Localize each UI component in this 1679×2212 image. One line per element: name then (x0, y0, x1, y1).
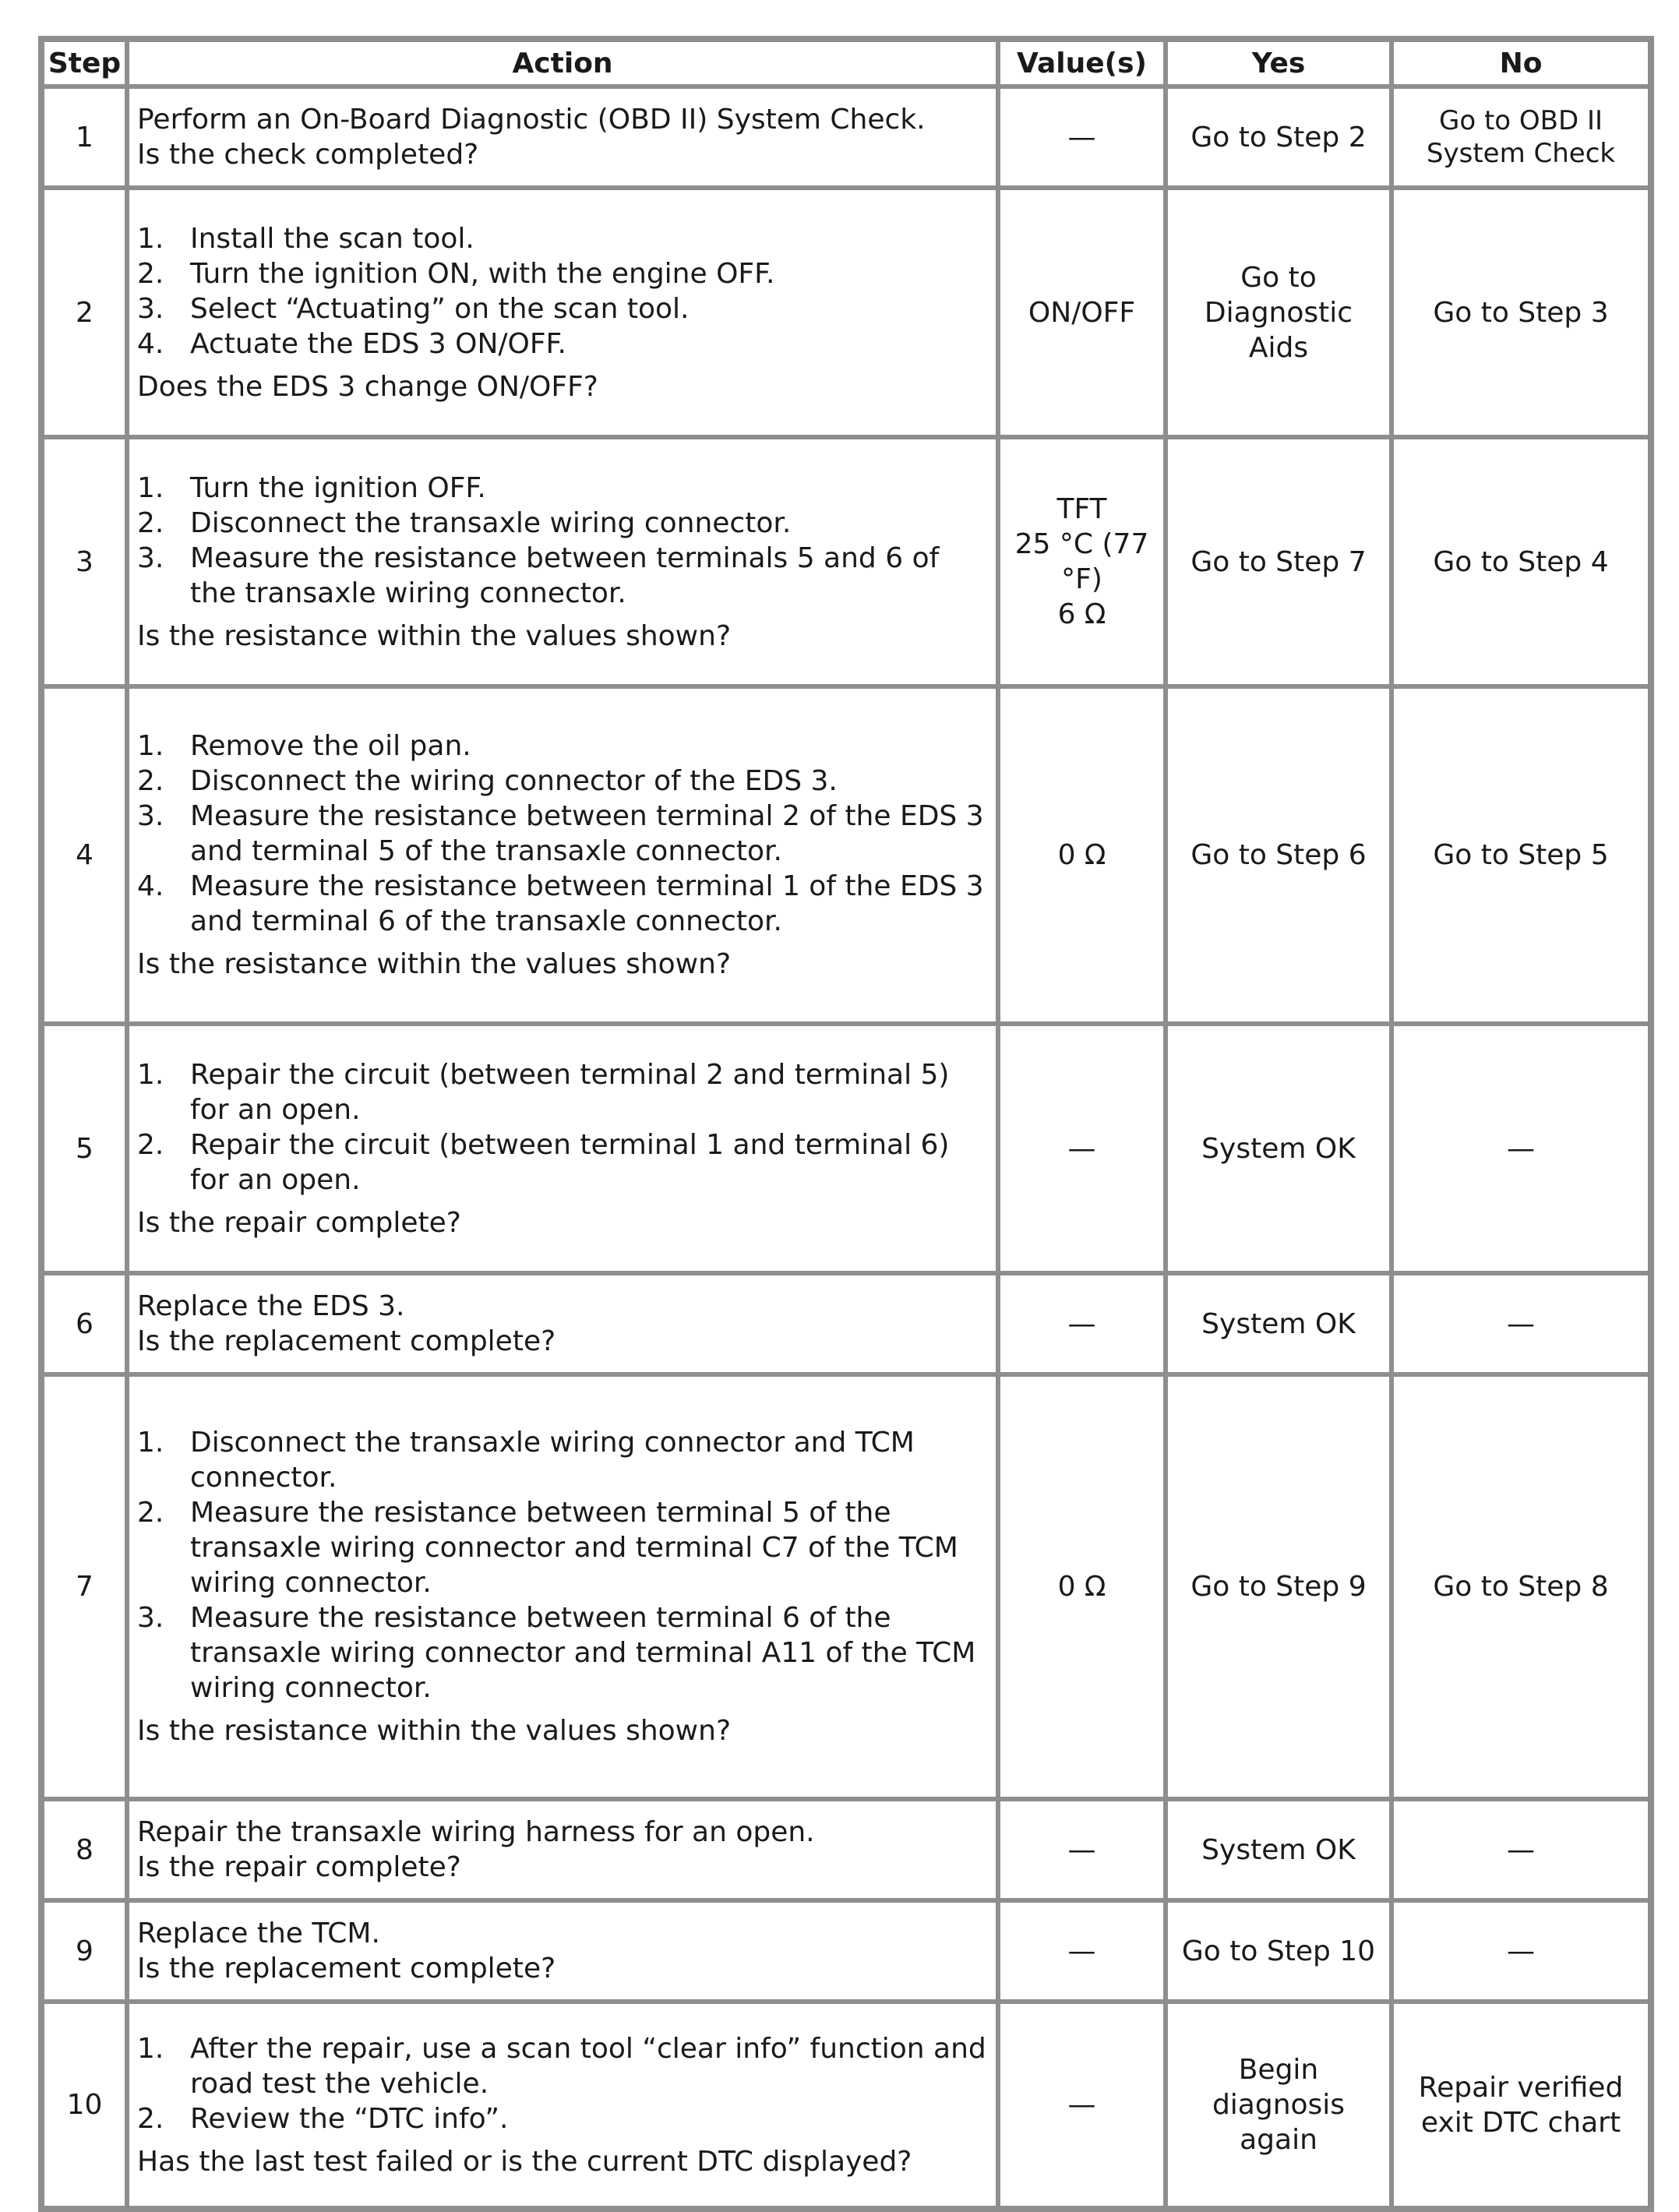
substep-item (137, 256, 988, 291)
no-cell (1392, 2002, 1650, 2208)
substep-number: 2. (137, 1497, 164, 1529)
substep-list (137, 471, 988, 611)
action-cell (127, 86, 998, 188)
no-cell: Go to Step 3 (1392, 188, 1650, 437)
value-cell: 0 Ω (998, 1374, 1166, 1799)
substep-number: 1. (137, 1427, 164, 1459)
yes-cell: System OK (1166, 1799, 1392, 1900)
value-line: 25 °C (77 °F) (1014, 528, 1149, 595)
substep-number: 2. (137, 765, 164, 797)
substep-number: 3. (137, 1602, 164, 1634)
substep-text: Disconnect the wiring connector of the EDS 3. (190, 765, 838, 797)
diagnostic-table (38, 36, 1654, 2212)
action-cell (127, 437, 998, 686)
value-cell: — (998, 1273, 1166, 1374)
no-cell (1392, 86, 1650, 188)
substep-number: 2. (137, 257, 164, 290)
substep-number: 3. (137, 292, 164, 325)
step-number: 9 (42, 1900, 127, 2002)
header-action: Action (127, 40, 998, 86)
action-line: Repair the transaxle wiring harness for an open. (137, 1816, 815, 1848)
yes-cell: System OK (1166, 1024, 1392, 1273)
value-cell: — (998, 86, 1166, 188)
no-cell: — (1392, 1273, 1650, 1374)
substep-item (137, 799, 988, 869)
no-cell: — (1392, 1799, 1650, 1900)
substep-list (137, 729, 988, 939)
yes-cell: Go to Step 9 (1166, 1374, 1392, 1799)
substep-item (137, 764, 988, 799)
table-row (42, 1273, 1650, 1374)
substep-item (137, 1127, 988, 1198)
substep-item (137, 869, 988, 939)
table-row (42, 1900, 1650, 2002)
action-cell (127, 1024, 998, 1273)
step-number: 6 (42, 1273, 127, 1374)
substep-item (137, 471, 988, 506)
step-number: 5 (42, 1024, 127, 1273)
header-row (42, 40, 1650, 86)
action-line: Is the check completed? (137, 139, 479, 171)
yes-line: Begin (1238, 2054, 1319, 2086)
value-cell: 0 Ω (998, 686, 1166, 1024)
action-cell (127, 686, 998, 1024)
action-line: Is the replacement complete? (137, 1325, 556, 1357)
yes-cell (1166, 2002, 1392, 2208)
yes-line: Go to (1240, 261, 1317, 294)
action-question: Is the resistance within the values shown? (137, 619, 732, 652)
no-line: System Check (1426, 138, 1616, 169)
step-number: 1 (42, 86, 127, 188)
substep-number: 1. (137, 730, 164, 762)
substep-item (137, 2101, 988, 2136)
action-question: Is the resistance within the values shown? (137, 1715, 732, 1747)
header-yes: Yes (1166, 40, 1392, 86)
no-cell: Go to Step 5 (1392, 686, 1650, 1024)
table-row (42, 86, 1650, 188)
yes-cell: Go to Step 10 (1166, 1900, 1392, 2002)
action-line: Replace the EDS 3. (137, 1290, 405, 1322)
substep-number: 2. (137, 1128, 164, 1161)
yes-line: diagnosis (1212, 2089, 1346, 2121)
table-row (42, 437, 1650, 686)
value-cell (998, 437, 1166, 686)
header-step: Step (42, 40, 127, 86)
substep-number: 2. (137, 2102, 164, 2135)
value-line: 6 Ω (1057, 598, 1106, 630)
substep-item (137, 291, 988, 326)
table-row (42, 188, 1650, 437)
no-line: exit DTC chart (1420, 2106, 1621, 2139)
no-line: Go to OBD II (1438, 105, 1603, 136)
substep-item (137, 2031, 988, 2101)
substep-text: Review the “DTC info”. (190, 2102, 509, 2135)
table-row (42, 1799, 1650, 1900)
substep-item (137, 506, 988, 541)
substep-number: 1. (137, 471, 164, 504)
no-cell: Go to Step 4 (1392, 437, 1650, 686)
yes-cell (1166, 188, 1392, 437)
table-row (42, 686, 1650, 1024)
step-number: 4 (42, 686, 127, 1024)
substep-text: Turn the ignition ON, with the engine OFF. (190, 257, 775, 290)
substep-list (137, 1425, 988, 1706)
value-cell: — (998, 1799, 1166, 1900)
no-cell: — (1392, 1024, 1650, 1273)
substep-text: Turn the ignition OFF. (190, 471, 486, 504)
substep-item (137, 1495, 988, 1600)
yes-cell: Go to Step 6 (1166, 686, 1392, 1024)
table-row (42, 1024, 1650, 1273)
action-cell (127, 1273, 998, 1374)
yes-line: again (1240, 2124, 1317, 2156)
substep-text: Install the scan tool. (190, 222, 474, 255)
no-cell: — (1392, 1900, 1650, 2002)
value-cell: — (998, 2002, 1166, 2208)
substep-item (137, 326, 988, 362)
step-number: 10 (42, 2002, 127, 2208)
no-line: Repair verified (1418, 2071, 1624, 2104)
substep-item (137, 221, 988, 256)
action-question: Has the last test failed or is the current DTC displayed? (137, 2145, 912, 2178)
substep-text: Disconnect the transaxle wiring connector and TCM connector. (190, 1427, 915, 1494)
step-number: 7 (42, 1374, 127, 1799)
action-cell (127, 1900, 998, 2002)
substep-list (137, 1057, 988, 1198)
substep-number: 3. (137, 800, 164, 832)
substep-text: Measure the resistance between terminals 5 and 6 of the transaxle wiring connector. (190, 542, 940, 609)
step-number: 8 (42, 1799, 127, 1900)
substep-item (137, 541, 988, 611)
table-row (42, 2002, 1650, 2208)
action-cell (127, 188, 998, 437)
action-cell (127, 1799, 998, 1900)
substep-text: Measure the resistance between terminal 6 of the transaxle wiring connector and terminal A11 of the TCM wiring connector. (190, 1602, 976, 1704)
substep-text: Disconnect the transaxle wiring connector. (190, 506, 792, 539)
yes-line: Aids (1248, 331, 1309, 364)
substep-text: Select “Actuating” on the scan tool. (190, 292, 690, 325)
step-number: 2 (42, 188, 127, 437)
value-cell: — (998, 1024, 1166, 1273)
yes-cell: Go to Step 7 (1166, 437, 1392, 686)
action-line: Is the repair complete? (137, 1851, 461, 1883)
substep-item (137, 1057, 988, 1127)
header-no: No (1392, 40, 1650, 86)
substep-text: Actuate the EDS 3 ON/OFF. (190, 327, 566, 360)
substep-text: Measure the resistance between terminal 1 of the EDS 3 and terminal 6 of the transaxle connector. (190, 870, 984, 937)
action-question: Is the resistance within the values shown? (137, 948, 732, 980)
substep-text: After the repair, use a scan tool “clear info” function and road test the vehicle. (190, 2032, 986, 2100)
substep-number: 1. (137, 1058, 164, 1091)
action-line: Perform an On-Board Diagnostic (OBD II) System Check. (137, 104, 926, 136)
substep-number: 1. (137, 2032, 164, 2065)
substep-text: Remove the oil pan. (190, 730, 471, 762)
substep-text: Measure the resistance between terminal 5 of the transaxle wiring connector and terminal C7 of the TCM wiring connector. (190, 1497, 958, 1599)
substep-number: 1. (137, 222, 164, 255)
substep-number: 4. (137, 327, 164, 360)
substep-number: 4. (137, 870, 164, 902)
action-cell (127, 2002, 998, 2208)
action-question: Does the EDS 3 change ON/OFF? (137, 370, 598, 403)
yes-cell: System OK (1166, 1273, 1392, 1374)
action-question: Is the repair complete? (137, 1206, 461, 1239)
value-cell: ON/OFF (998, 188, 1166, 437)
substep-number: 3. (137, 542, 164, 574)
yes-line: Diagnostic (1204, 296, 1353, 329)
substep-item (137, 729, 988, 764)
no-cell: Go to Step 8 (1392, 1374, 1650, 1799)
action-line: Is the replacement complete? (137, 1953, 556, 1984)
substep-list (137, 221, 988, 362)
action-line: Replace the TCM. (137, 1917, 380, 1949)
value-line: TFT (1056, 493, 1107, 525)
substep-list (137, 2031, 988, 2136)
substep-text: Repair the circuit (between terminal 1 and terminal 6) for an open. (190, 1128, 950, 1196)
action-cell (127, 1374, 998, 1799)
step-number: 3 (42, 437, 127, 686)
substep-item (137, 1600, 988, 1706)
substep-number: 2. (137, 506, 164, 539)
header-values: Value(s) (998, 40, 1166, 86)
value-cell: — (998, 1900, 1166, 2002)
substep-text: Repair the circuit (between terminal 2 and terminal 5) for an open. (190, 1058, 950, 1126)
yes-cell: Go to Step 2 (1166, 86, 1392, 188)
substep-text: Measure the resistance between terminal 2 of the EDS 3 and terminal 5 of the transaxle connector. (190, 800, 984, 867)
table-row (42, 1374, 1650, 1799)
substep-item (137, 1425, 988, 1495)
